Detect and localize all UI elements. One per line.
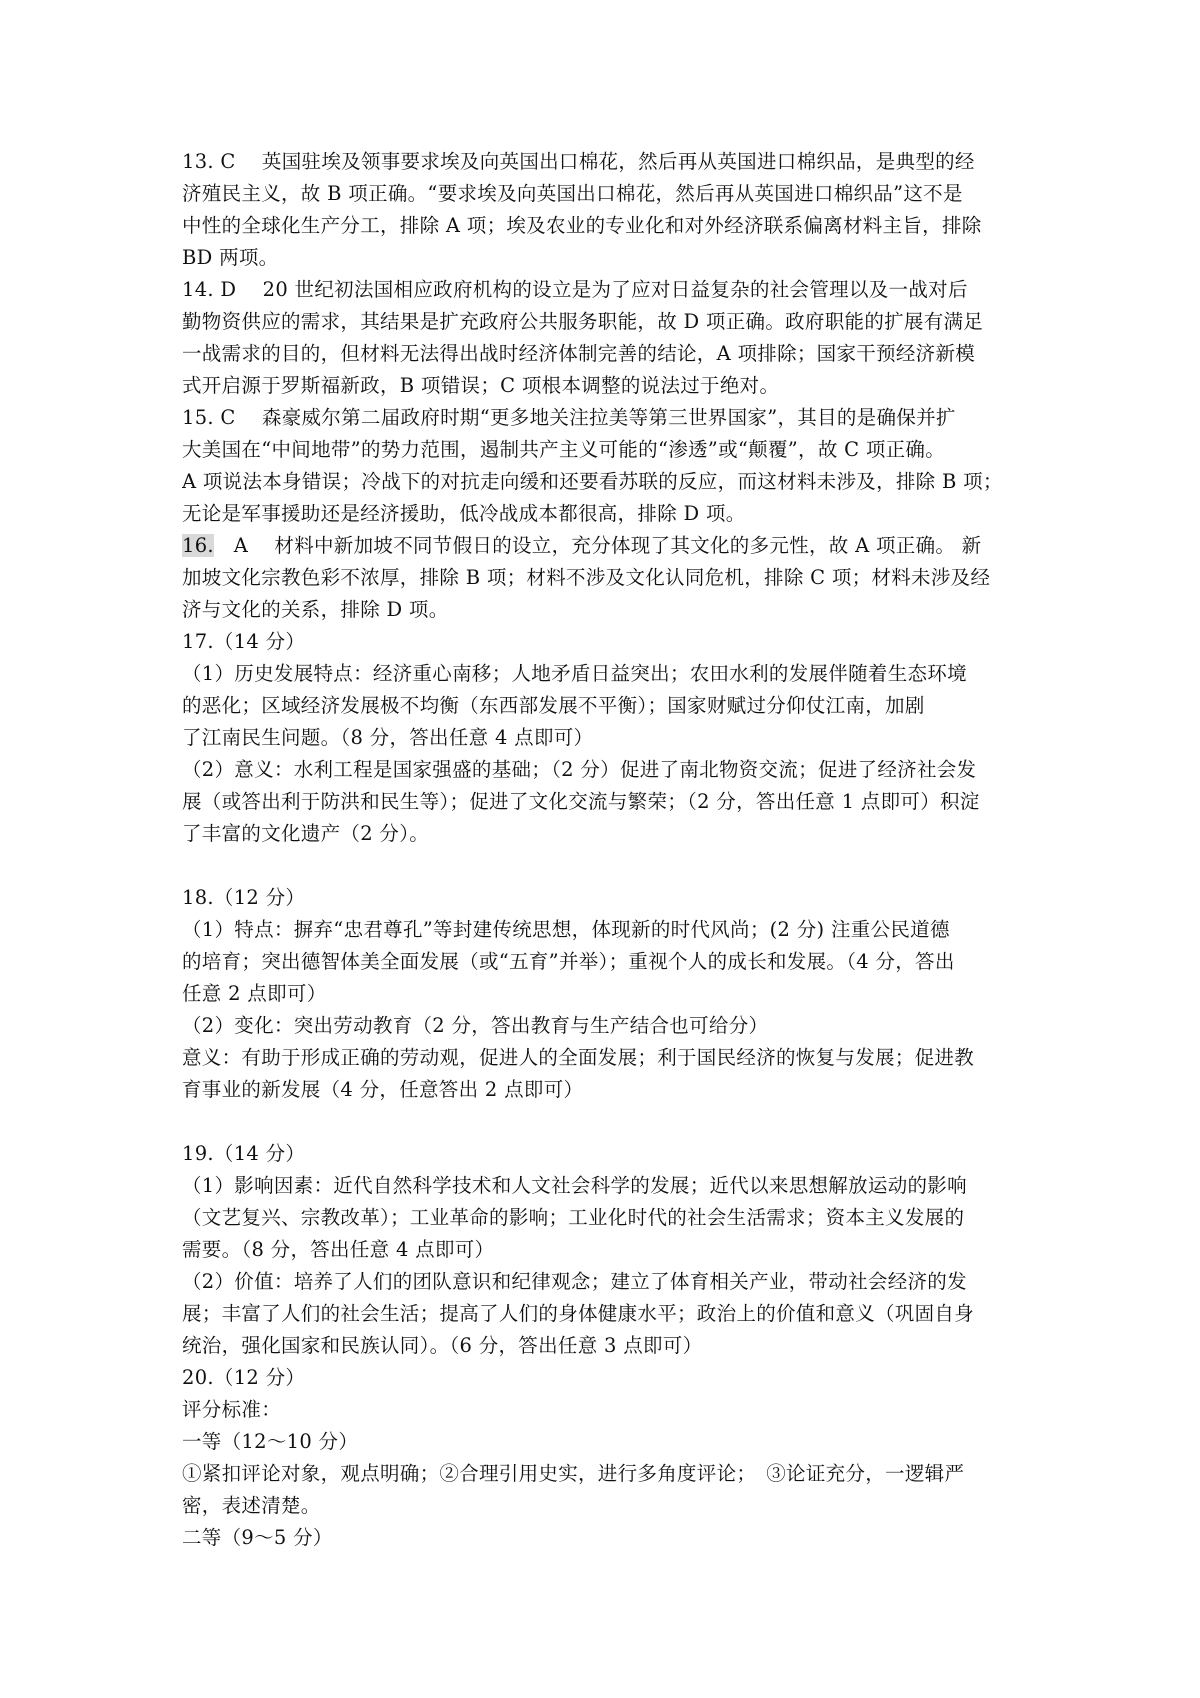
text-line: 需要。（8 分，答出任意 4 点即可）	[182, 1238, 495, 1261]
text-line: 勤物资供应的需求，其结果是扩充政府公共服务职能，故 D 项正确。政府职能的扩展有满足	[182, 310, 984, 333]
text-line: A 项说法本身错误；冷战下的对抗走向缓和还要看苏联的反应，而这材料未涉及，排除 B 项；	[182, 470, 1003, 493]
text-line: 了丰富的文化遗产（2 分）。	[182, 822, 430, 845]
text-line: 育事业的新发展（4 分，任意答出 2 点即可）	[182, 1078, 584, 1101]
text-line: 济与文化的关系，排除 D 项。	[182, 598, 449, 621]
text-line: 密，表述清楚。	[182, 1494, 321, 1517]
text-line: （1）特点：摒弃“忠君尊孔”等封建传统思想，体现新的时代风尚；(2 分) 注重公民道德	[182, 918, 950, 941]
text-line: 无论是军事援助还是经济援助，低冷战成本都很高，排除 D 项。	[182, 502, 746, 525]
text-line: 了江南民生问题。（8 分，答出任意 4 点即可）	[182, 726, 594, 749]
text-line: （2）变化：突出劳动教育（2 分，答出教育与生产结合也可给分）	[182, 1014, 769, 1037]
text-line: 济殖民主义，故 B 项正确。“要求埃及向英国出口棉花，然后再从英国进口棉织品”这不是	[182, 182, 963, 205]
section-heading: 19.（14 分）	[182, 1142, 306, 1165]
text-line: 展；丰富了人们的社会生活；提高了人们的身体健康水平；政治上的价值和意义（巩固自身	[182, 1302, 975, 1325]
text-line: 13. C 英国驻埃及领事要求埃及向英国出口棉花，然后再从英国进口棉织品，是典型的经	[182, 150, 975, 173]
text-line: 14. D 20 世纪初法国相应政府机构的设立是为了应对日益复杂的社会管理以及一战对后	[182, 278, 968, 301]
text-line: （2）价值：培养了人们的团队意识和纪律观念；建立了体育相关产业，带动社会经济的发	[182, 1270, 967, 1293]
text-line: （2）意义：水利工程是国家强盛的基础；（2 分）促进了南北物资交流；促进了经济社会发	[182, 758, 977, 781]
text-line: BD 两项。	[182, 246, 279, 269]
text-line: 二等（9～5 分）	[182, 1526, 333, 1549]
text-line: 一等（12～10 分）	[182, 1430, 359, 1453]
section-heading: 18.（12 分）	[182, 886, 306, 909]
text-line: （1）历史发展特点：经济重心南移；人地矛盾日益突出；农田水利的发展伴随着生态环境	[182, 662, 967, 685]
section-heading: 20.（12 分）	[182, 1366, 306, 1389]
text-line: （文艺复兴、宗教改革）；工业革命的影响；工业化时代的社会生活需求；资本主义发展的	[182, 1206, 965, 1229]
text-line: 展（或答出利于防洪和民生等）；促进了文化交流与繁荣；（2 分，答出任意 1 点即可）积淀	[182, 790, 980, 813]
text-line: 式开启源于罗斯福新政，B 项错误；C 项根本调整的说法过于绝对。	[182, 374, 780, 397]
text-line: 的培育；突出德智体美全面发展（或“五育”并举）；重视个人的成长和发展。（4 分，答出	[182, 950, 955, 973]
question-16-line	[182, 530, 1022, 562]
section-heading: 17.（14 分）	[182, 630, 306, 653]
text-line: 评分标准：	[182, 1398, 282, 1421]
text-line: 加坡文化宗教色彩不浓厚，排除 B 项；材料不涉及文化认同危机，排除 C 项；材料未涉及经	[182, 566, 991, 589]
text-line: 统治，强化国家和民族认同）。（6 分，答出任意 3 点即可）	[182, 1334, 703, 1357]
text-line: 任意 2 点即可）	[182, 982, 327, 1005]
text-line: 一战需求的目的，但材料无法得出战时经济体制完善的结论，A 项排除；国家干预经济新模	[182, 342, 976, 365]
text-line: 大美国在“中间地带”的势力范围，遏制共产主义可能的“渗透”或“颠覆”，故 C 项正确。	[182, 438, 946, 461]
text-line: 中性的全球化生产分工，排除 A 项；埃及农业的专业化和对外经济联系偏离材料主旨，排除	[182, 214, 982, 237]
text-line: 15. C 森豪威尔第二届政府时期“更多地关注拉美等第三世界国家”，其目的是确保并扩	[182, 406, 956, 429]
question-16-number: 16.	[182, 534, 214, 557]
question-16-text: A 材料中新加坡不同节假日的设立，充分体现了其文化的多元性，故 A 项正确。 新	[213, 534, 982, 557]
text-line: （1）影响因素：近代自然科学技术和人文社会科学的发展；近代以来思想解放运动的影响	[182, 1174, 967, 1197]
text-line: 的恶化；区域经济发展极不均衡（东西部发展不平衡）；国家财赋过分仰仗江南，加剧	[182, 694, 925, 717]
text-line: ①紧扣评论对象，观点明确；②合理引用史实，进行多角度评论； ③论证充分，一逻辑严	[182, 1462, 965, 1485]
text-line: 意义：有助于形成正确的劳动观，促进人的全面发展；利于国民经济的恢复与发展；促进教	[182, 1046, 975, 1069]
